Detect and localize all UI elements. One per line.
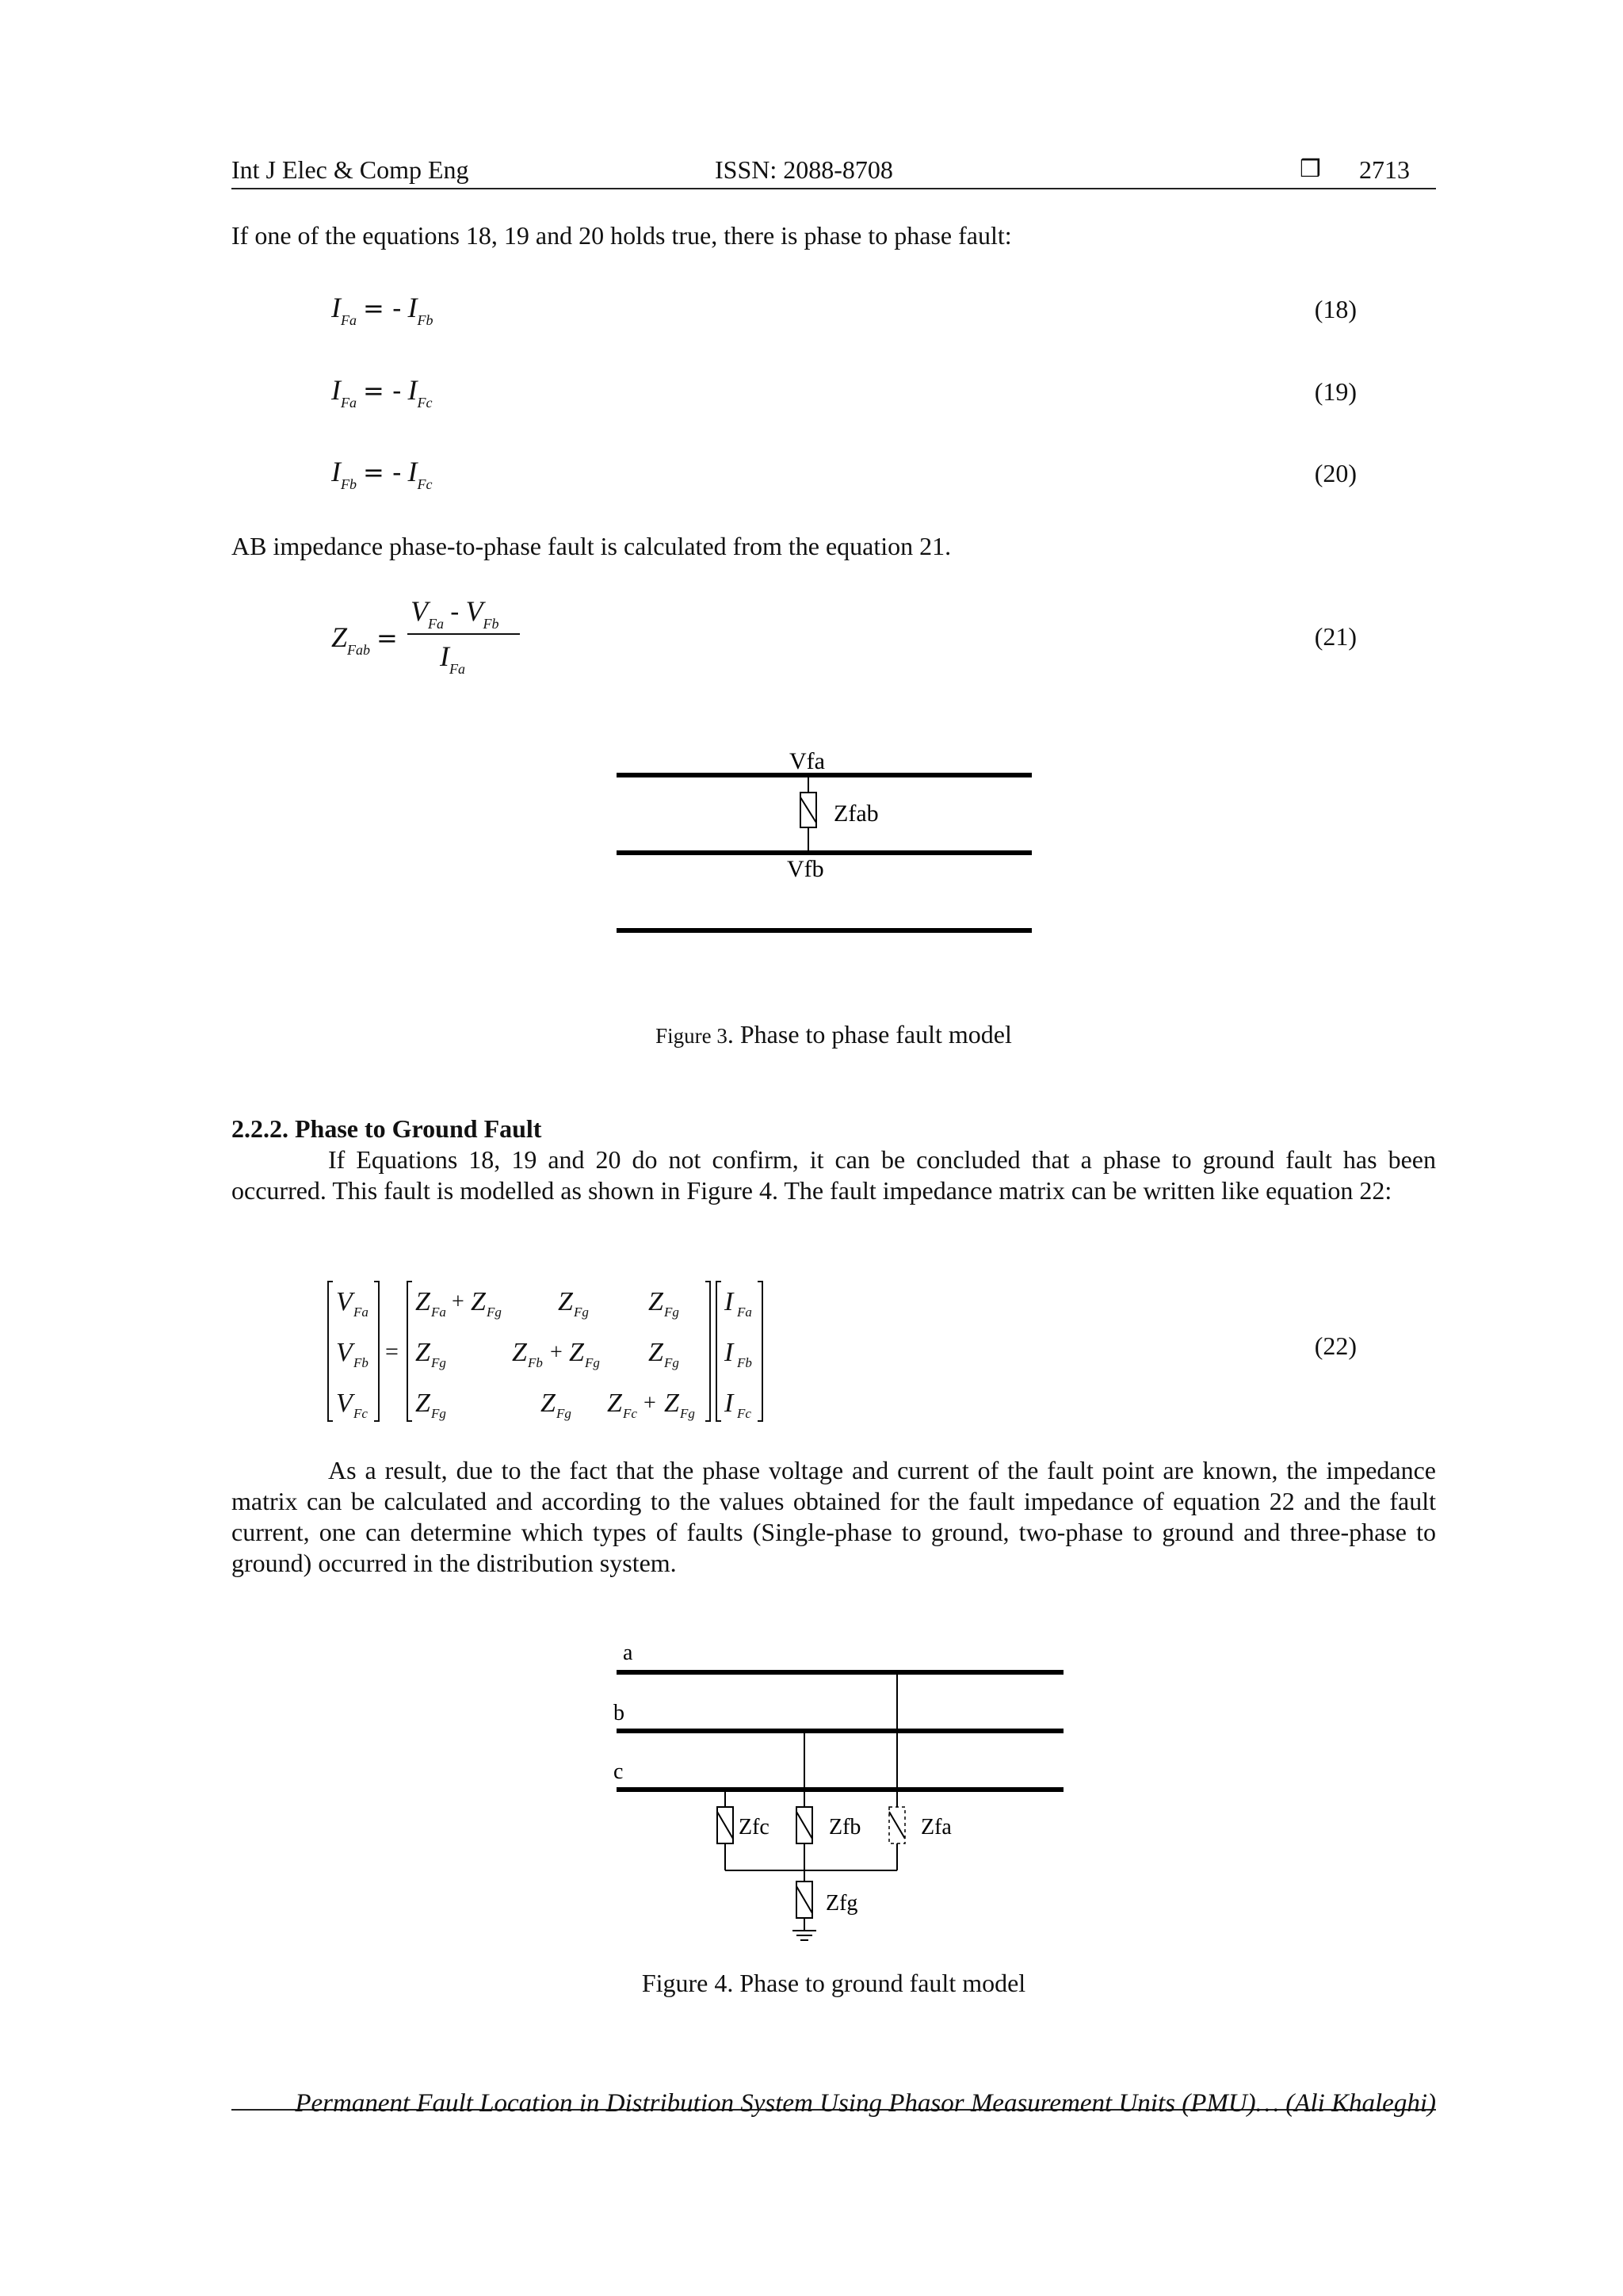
section-heading: 2.2.2. Phase to Ground Fault (231, 1114, 542, 1143)
svg-text:Z: Z (415, 1287, 430, 1316)
svg-text:Fb: Fb (528, 1355, 543, 1370)
equation-20-number: (20) (1314, 459, 1357, 487)
svg-text:Fg: Fg (431, 1355, 446, 1370)
svg-text:Z: Z (415, 1338, 430, 1367)
svg-text:+: + (452, 1289, 464, 1314)
svg-text:Z: Z (648, 1338, 663, 1367)
svg-text:Fc: Fc (737, 1406, 751, 1421)
equation-21: $Z_{Fab}$ = $V_{Fa} - V_{Fb}$ $I_{Fa}$ (331, 596, 537, 683)
box-icon: ❒ (1300, 155, 1321, 183)
impedance-zfab-icon (800, 793, 816, 827)
voltage-vector (328, 1282, 379, 1421)
label-c: c (613, 1759, 624, 1784)
svg-text:Fg: Fg (664, 1305, 679, 1320)
label-vfa: Vfa (789, 748, 825, 774)
svg-text:I: I (724, 1338, 734, 1367)
svg-text:Z: Z (415, 1389, 430, 1418)
equation-18-number: (18) (1314, 295, 1357, 323)
svg-text:V: V (336, 1287, 353, 1316)
svg-text:Fg: Fg (487, 1305, 502, 1320)
svg-text:Fa: Fa (353, 1305, 369, 1320)
svg-text:Fg: Fg (574, 1305, 589, 1320)
figure-3-diagram (602, 745, 1046, 943)
equation-21-number: (21) (1314, 622, 1357, 651)
svg-text:Fg: Fg (431, 1406, 446, 1421)
impedance-zfa-icon (889, 1807, 905, 1843)
svg-text:Fb: Fb (737, 1355, 752, 1370)
header-rule (231, 188, 1436, 189)
svg-text:I: I (724, 1287, 734, 1316)
issn: ISSN: 2088-8708 (715, 155, 893, 184)
equation-20: $I_{Fb}$ = - $I_{Fc}$ (331, 456, 433, 492)
svg-text:V: V (336, 1338, 353, 1367)
svg-text:Z: Z (512, 1338, 527, 1367)
figure-4-diagram (602, 1641, 1078, 1958)
label-zfg: Zfg (826, 1891, 858, 1916)
journal-title: Int J Elec & Comp Eng (231, 155, 469, 184)
svg-text:Fc: Fc (353, 1406, 368, 1421)
figure-3-caption: Figure 3. Phase to phase fault model (655, 1020, 1012, 1049)
page-number: 2713 (1359, 155, 1410, 184)
svg-text:Z: Z (540, 1389, 556, 1418)
impedance-zfb-icon (796, 1807, 812, 1843)
impedance-zfc-icon (717, 1807, 733, 1843)
equals-sign: = (385, 1339, 399, 1365)
label-vfb: Vfb (787, 856, 824, 882)
label-b: b (613, 1701, 624, 1725)
svg-text:Z: Z (648, 1287, 663, 1316)
svg-text:Fg: Fg (664, 1355, 679, 1370)
footer-text: Permanent Fault Location in Distribution System Using Phasor Measurement Units (PMU)… (Ali Khaleghi) (295, 2089, 1436, 2118)
svg-text:Z: Z (558, 1287, 573, 1316)
svg-text:V: V (336, 1389, 353, 1418)
svg-text:Fc: Fc (623, 1406, 637, 1421)
equation-22-matrix (325, 1272, 800, 1431)
svg-text:+: + (643, 1391, 656, 1415)
svg-text:Fg: Fg (556, 1406, 571, 1421)
ab-impedance-text: AB impedance phase-to-phase fault is calculated from the equation 21. (231, 532, 952, 560)
svg-text:Fb: Fb (353, 1355, 369, 1370)
current-vector (716, 1282, 762, 1421)
result-paragraph: As a result, due to the fact that the phase voltage and current of the fault point are known, the impedance matrix can be calculated and according to the values obtained for the fault impedance of equation 22 and the fault current, one can determine which types of faults (Single-phase to ground, two-phase to ground and three-phase to ground) occurred in the distribution system. (231, 1456, 1436, 1577)
impedance-zfg-icon (796, 1881, 812, 1918)
label-zfab: Zfab (834, 800, 879, 827)
svg-text:Z: Z (471, 1287, 486, 1316)
svg-text:I: I (724, 1389, 734, 1418)
label-zfb: Zfb (829, 1815, 861, 1839)
svg-text:Fg: Fg (680, 1406, 695, 1421)
section-paragraph: If Equations 18, 19 and 20 do not confirm, it can be concluded that a phase to ground fault has been occurred. This fault is modelled as shown in Figure 4. The fault impedance matrix can be written like equation 22: (231, 1145, 1436, 1205)
svg-text:+: + (550, 1340, 563, 1365)
figure-4-caption: Figure 4. Phase to ground fault model (641, 1969, 1026, 1997)
label-a: a (623, 1641, 633, 1665)
equation-19: $I_{Fa}$ = - $I_{Fc}$ (331, 374, 433, 411)
equation-22-number: (22) (1314, 1331, 1357, 1360)
svg-text:Z: Z (607, 1389, 622, 1418)
svg-text:Fa: Fa (737, 1305, 752, 1320)
impedance-matrix (407, 1282, 710, 1421)
equation-18: $I_{Fa}$ = - $I_{Fb}$ (331, 292, 433, 328)
svg-text:Z: Z (569, 1338, 584, 1367)
label-zfa: Zfa (921, 1815, 952, 1839)
svg-text:Z: Z (664, 1389, 679, 1418)
equation-19-number: (19) (1314, 377, 1357, 406)
ground-icon (792, 1931, 816, 1940)
intro-text: If one of the equations 18, 19 and 20 holds true, there is phase to phase fault: (231, 221, 1012, 250)
label-zfc: Zfc (739, 1815, 769, 1839)
svg-text:Fg: Fg (585, 1355, 600, 1370)
svg-text:Fa: Fa (431, 1305, 446, 1320)
